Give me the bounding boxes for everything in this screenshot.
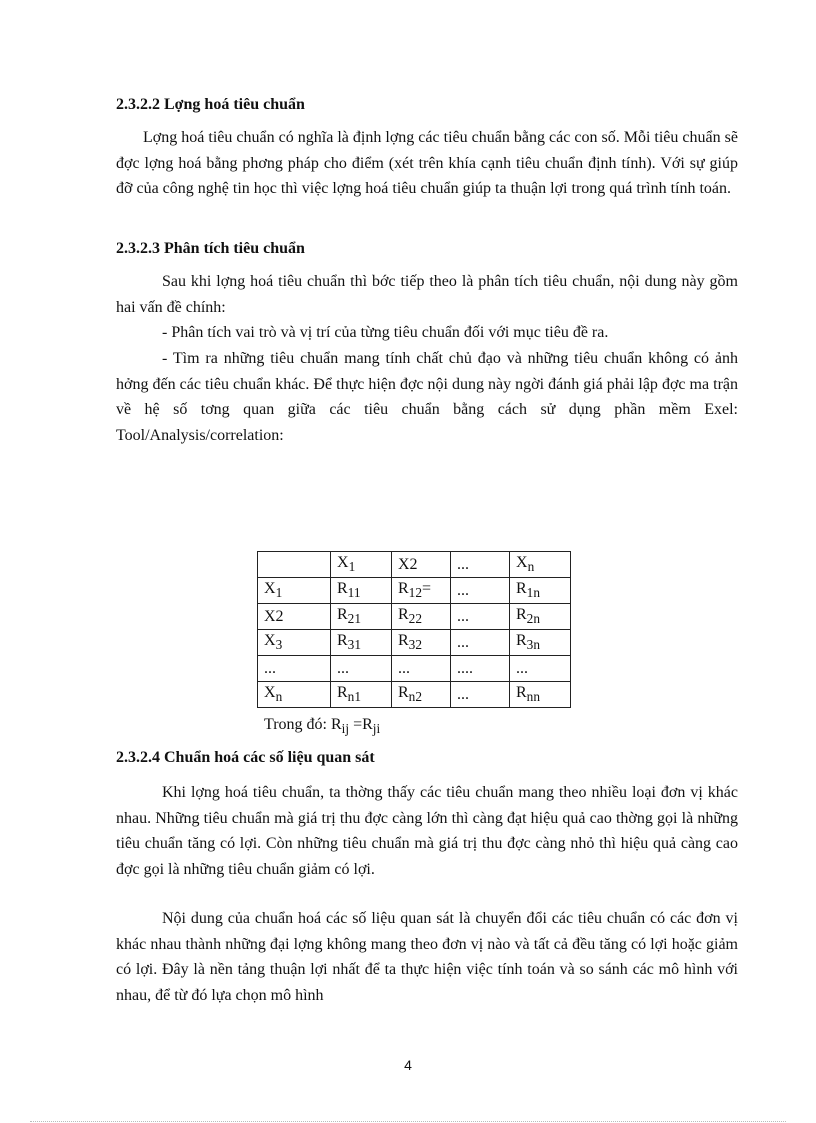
matrix-cell: ... <box>451 604 510 630</box>
matrix-row <box>258 604 571 630</box>
matrix-cell: ... <box>392 656 451 682</box>
heading-2-3-2-4: 2.3.2.4 Chuẩn hoá các số liệu quan sát <box>116 749 375 766</box>
matrix-cell: $X_n$ <box>510 552 571 578</box>
matrix-cell: ... <box>258 656 331 682</box>
matrix-cell: ... <box>451 682 510 708</box>
matrix-row <box>258 552 571 578</box>
matrix-cell: $R_{21}$ <box>331 604 392 630</box>
matrix-row <box>258 682 571 708</box>
paragraph-luong-hoa: Lợng hoá tiêu chuẩn có nghĩa là định lợng các tiêu chuẩn bằng các con số. Mỗi tiêu chuẩn sẽ đợc lợng hoá bằng phơng pháp cho điểm (xét trên khía cạnh tiêu chuẩn định tính). Với sự giúp đỡ của công nghệ tin học thì việc lợng hoá tiêu chuẩn giúp ta thuận lợi trong quá trình tính toán. <box>116 129 738 197</box>
matrix-cell: .... <box>451 656 510 682</box>
matrix-row <box>258 578 571 604</box>
correlation-matrix-table <box>257 551 571 708</box>
matrix-cell: ... <box>451 578 510 604</box>
page-bottom-divider <box>30 1121 786 1122</box>
matrix-cell: X2 <box>258 604 331 630</box>
matrix-cell <box>258 552 331 578</box>
matrix-cell: X2 <box>392 552 451 578</box>
matrix-cell: $X_1$ <box>331 552 392 578</box>
matrix-cell: $R_{2n}$ <box>510 604 571 630</box>
matrix-cell: $X_3$ <box>258 630 331 656</box>
matrix-cell: ... <box>451 630 510 656</box>
matrix-cell: ... <box>510 656 571 682</box>
matrix-cell: $R_{nn}$ <box>510 682 571 708</box>
paragraph-chuan-hoa-2: Nội dung của chuẩn hoá các số liệu quan sát là chuyển đổi các tiêu chuẩn có các đơn vị khác nhau thành những đại lợng không mang theo đơn vị nào và tất cả đều tăng có lợi hoặc giảm có lợi. Đây là nền tảng thuận lợi nhất để ta thực hiện việc tính toán và so sánh các mô hình với nhau, để từ đó lựa chọn mô hình <box>116 910 738 1004</box>
bullet-vai-tro: - Phân tích vai trò và vị trí của từng tiêu chuẩn đối với mục tiêu đề ra. <box>162 324 609 341</box>
matrix-cell: ... <box>451 552 510 578</box>
heading-2-3-2-3: 2.3.2.3 Phân tích tiêu chuẩn <box>116 240 305 257</box>
matrix-cell: $R_{1n}$ <box>510 578 571 604</box>
matrix-caption: Trong đó: $R_{ij} =R_{ji}$ <box>264 716 381 737</box>
matrix-row <box>258 630 571 656</box>
matrix-cell: $R_{n1}$ <box>331 682 392 708</box>
matrix-cell: $R_{3n}$ <box>510 630 571 656</box>
matrix-cell: $R_{n2}$ <box>392 682 451 708</box>
matrix-cell: ... <box>331 656 392 682</box>
heading-2-3-2-2: 2.3.2.2 Lợng hoá tiêu chuẩn <box>116 96 305 113</box>
matrix-cell: $R_{22}$ <box>392 604 451 630</box>
paragraph-chuan-hoa-1: Khi lợng hoá tiêu chuẩn, ta thờng thấy các tiêu chuẩn mang theo nhiều loại đơn vị khác nhau. Những tiêu chuẩn mà giá trị thu đợc càng lớn thì càng đạt hiệu quả cao thờng gọi là những tiêu chuẩn tăng có lợi. Còn những tiêu chuẩn mà giá trị thu đợc càng nhỏ thì hiệu quả càng cao đợc gọi là những tiêu chuẩn giảm có lợi. <box>116 784 738 878</box>
matrix-cell: $R_{12}=$ <box>392 578 451 604</box>
matrix-row <box>258 656 571 682</box>
paragraph-phan-tich-intro: Sau khi lợng hoá tiêu chuẩn thì bớc tiếp theo là phân tích tiêu chuẩn, nội dung này gồm hai vấn đề chính: <box>116 273 738 316</box>
matrix-cell: $R_{31}$ <box>331 630 392 656</box>
page-number: 4 <box>404 1057 412 1073</box>
matrix-cell: $R_{11}$ <box>331 578 392 604</box>
bullet-chu-dao: - Tìm ra những tiêu chuẩn mang tính chất chủ đạo và những tiêu chuẩn không có ảnh hởng đến các tiêu chuẩn khác. Để thực hiện đợc nội dung này ngời đánh giá phải lập đợc ma trận về hệ số tơng quan giữa các tiêu chuẩn bằng cách sử dụng phần mềm Exel: Tool/Analysis/correlation: <box>116 350 738 444</box>
matrix-cell: $X_1$ <box>258 578 331 604</box>
matrix-cell: $X_n$ <box>258 682 331 708</box>
matrix-cell: $R_{32}$ <box>392 630 451 656</box>
